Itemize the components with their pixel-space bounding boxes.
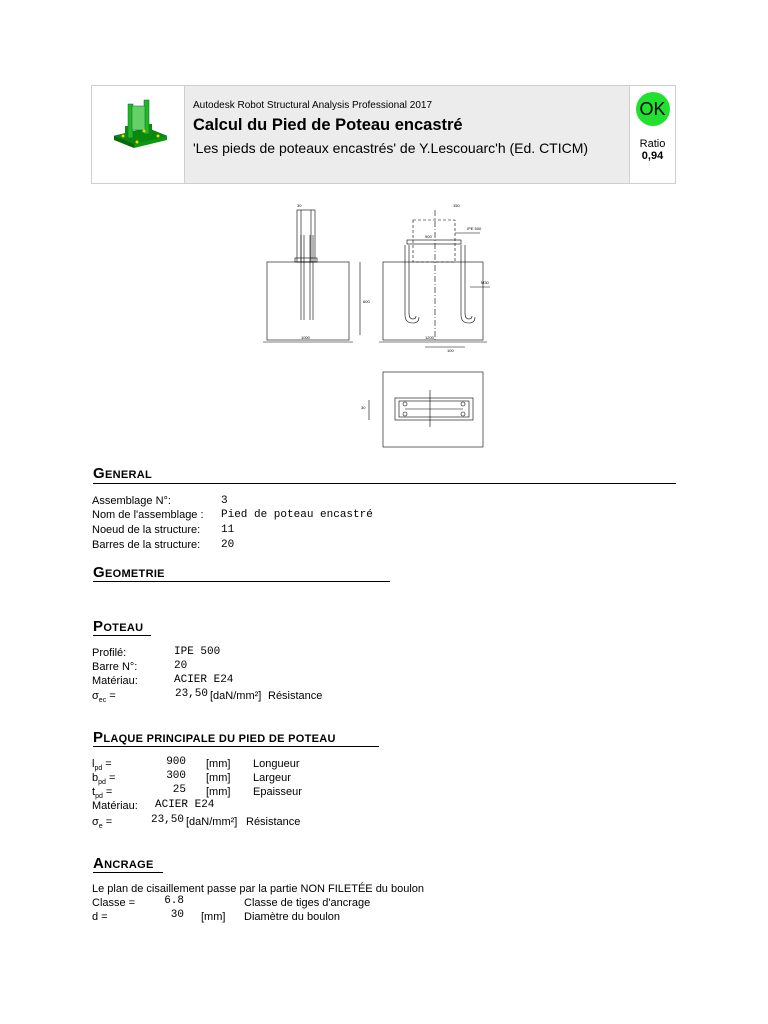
plaque-b-value: 300 xyxy=(166,770,186,782)
header-text xyxy=(193,100,623,159)
general-value-3: 20 xyxy=(221,539,235,551)
section-plaque-title: PLAQUE PRINCIPALE DU PIED DE POTEAU xyxy=(93,729,336,746)
general-label-3: Barres de la structure: xyxy=(92,539,201,551)
plaque-l-value: 900 xyxy=(166,756,186,768)
section-poteau-rule xyxy=(93,635,151,636)
poteau-sigma-unit: [daN/mm²] xyxy=(210,690,262,702)
technical-drawing xyxy=(255,195,515,460)
dim-bolt: M30 xyxy=(481,280,489,285)
dim-top-right: 150 xyxy=(453,203,460,208)
dim-plate: 900 xyxy=(425,234,432,239)
page-title: Calcul du Pied de Poteau encastré xyxy=(193,116,463,134)
dim-top-small: 30 xyxy=(297,203,302,208)
poteau-profile-label: Profilé: xyxy=(92,647,127,659)
plaque-sigma-value: 23,50 xyxy=(150,814,184,826)
plaque-sigma-unit: [daN/mm²] xyxy=(186,816,238,828)
general-value-1: Pied de poteau encastré xyxy=(221,509,373,521)
status-badge: OK xyxy=(636,92,670,126)
ratio-label: Ratio xyxy=(639,138,666,150)
plaque-l-desc: Longueur xyxy=(253,758,300,770)
poteau-bar-label: Barre N°: xyxy=(92,661,138,673)
section-ancrage-rule xyxy=(93,872,163,873)
ancrage-classe-label: Classe = xyxy=(92,897,136,909)
ancrage-d-desc: Diamètre du boulon xyxy=(244,911,341,923)
ancrage-d-value: 30 xyxy=(170,909,184,921)
concrete-block-left xyxy=(267,262,349,340)
app-name: Autodesk Robot Structural Analysis Professional 2017 xyxy=(193,100,433,111)
ratio-value: 0,94 xyxy=(641,150,664,162)
concrete-block-plan xyxy=(383,372,483,447)
reference-text: 'Les pieds de poteaux encastrés' de Y.Lescouarc'h (Ed. CTICM) xyxy=(193,140,589,156)
section-general-rule xyxy=(93,483,676,484)
plaque-t-desc: Epaisseur xyxy=(253,786,302,798)
dim-small: 30 xyxy=(361,405,366,410)
dim-profile: IPE 500 xyxy=(467,226,482,231)
ancrage-classe-desc: Classe de tiges d'ancrage xyxy=(244,897,371,909)
plaque-sigma-desc: Résistance xyxy=(246,816,301,828)
dim-inner: 100 xyxy=(447,348,454,353)
ancrage-classe-value: 6.8 xyxy=(164,895,184,907)
section-geometrie-rule xyxy=(93,581,390,582)
plaque-material-label: Matériau: xyxy=(92,800,138,812)
poteau-profile-value: IPE 500 xyxy=(174,646,221,658)
column-base-icon xyxy=(92,86,185,183)
plaque-b-label: $b_{pd}$ = xyxy=(92,772,116,787)
poteau-bar-value: 20 xyxy=(174,660,188,672)
section-general-title: GENERAL xyxy=(93,465,152,482)
general-label-1: Nom de l'assemblage : xyxy=(92,509,204,521)
plaque-l-label: $l_{pd}$ = xyxy=(92,758,112,773)
poteau-sigma-value: 23,50 xyxy=(174,688,208,700)
status-panel xyxy=(629,86,675,183)
dim-height: 600 xyxy=(363,299,370,304)
general-label-2: Noeud de la structure: xyxy=(92,524,201,536)
general-label-0: Assemblage N°: xyxy=(92,495,171,507)
plaque-t-value: 25 xyxy=(172,784,186,796)
plaque-sigma-label: $\sigma_e$ = xyxy=(92,816,113,831)
dim-base-width2: 1200 xyxy=(425,335,434,340)
section-poteau-title: POTEAU xyxy=(93,618,144,635)
section-ancrage-title: ANCRAGE xyxy=(93,855,154,872)
report-header xyxy=(91,85,676,184)
ancrage-note: Le plan de cisaillement passe par la partie NON FILETÉE du boulon xyxy=(92,883,425,895)
ancrage-d-unit: [mm] xyxy=(201,911,226,923)
poteau-sigma-desc: Résistance xyxy=(268,690,323,702)
plaque-t-label: $t_{pd}$ = xyxy=(92,786,113,801)
plaque-t-unit: [mm] xyxy=(206,786,231,798)
plaque-l-unit: [mm] xyxy=(206,758,231,770)
poteau-material-value: ACIER E24 xyxy=(174,674,234,686)
general-value-2: 11 xyxy=(221,524,235,536)
poteau-sigma-label: $\sigma_{ec}$ = xyxy=(92,690,116,705)
general-value-0: 3 xyxy=(221,495,228,507)
plaque-b-unit: [mm] xyxy=(206,772,231,784)
ancrage-d-label: d = xyxy=(92,911,108,923)
section-geometrie-title: GEOMETRIE xyxy=(93,564,165,581)
poteau-material-label: Matériau: xyxy=(92,675,138,687)
plaque-b-desc: Largeur xyxy=(253,772,291,784)
section-plaque-rule xyxy=(93,746,379,747)
dim-base-width: 1000 xyxy=(301,335,310,340)
concrete-block-right xyxy=(383,262,483,340)
plaque-material-value: ACIER E24 xyxy=(155,799,215,811)
